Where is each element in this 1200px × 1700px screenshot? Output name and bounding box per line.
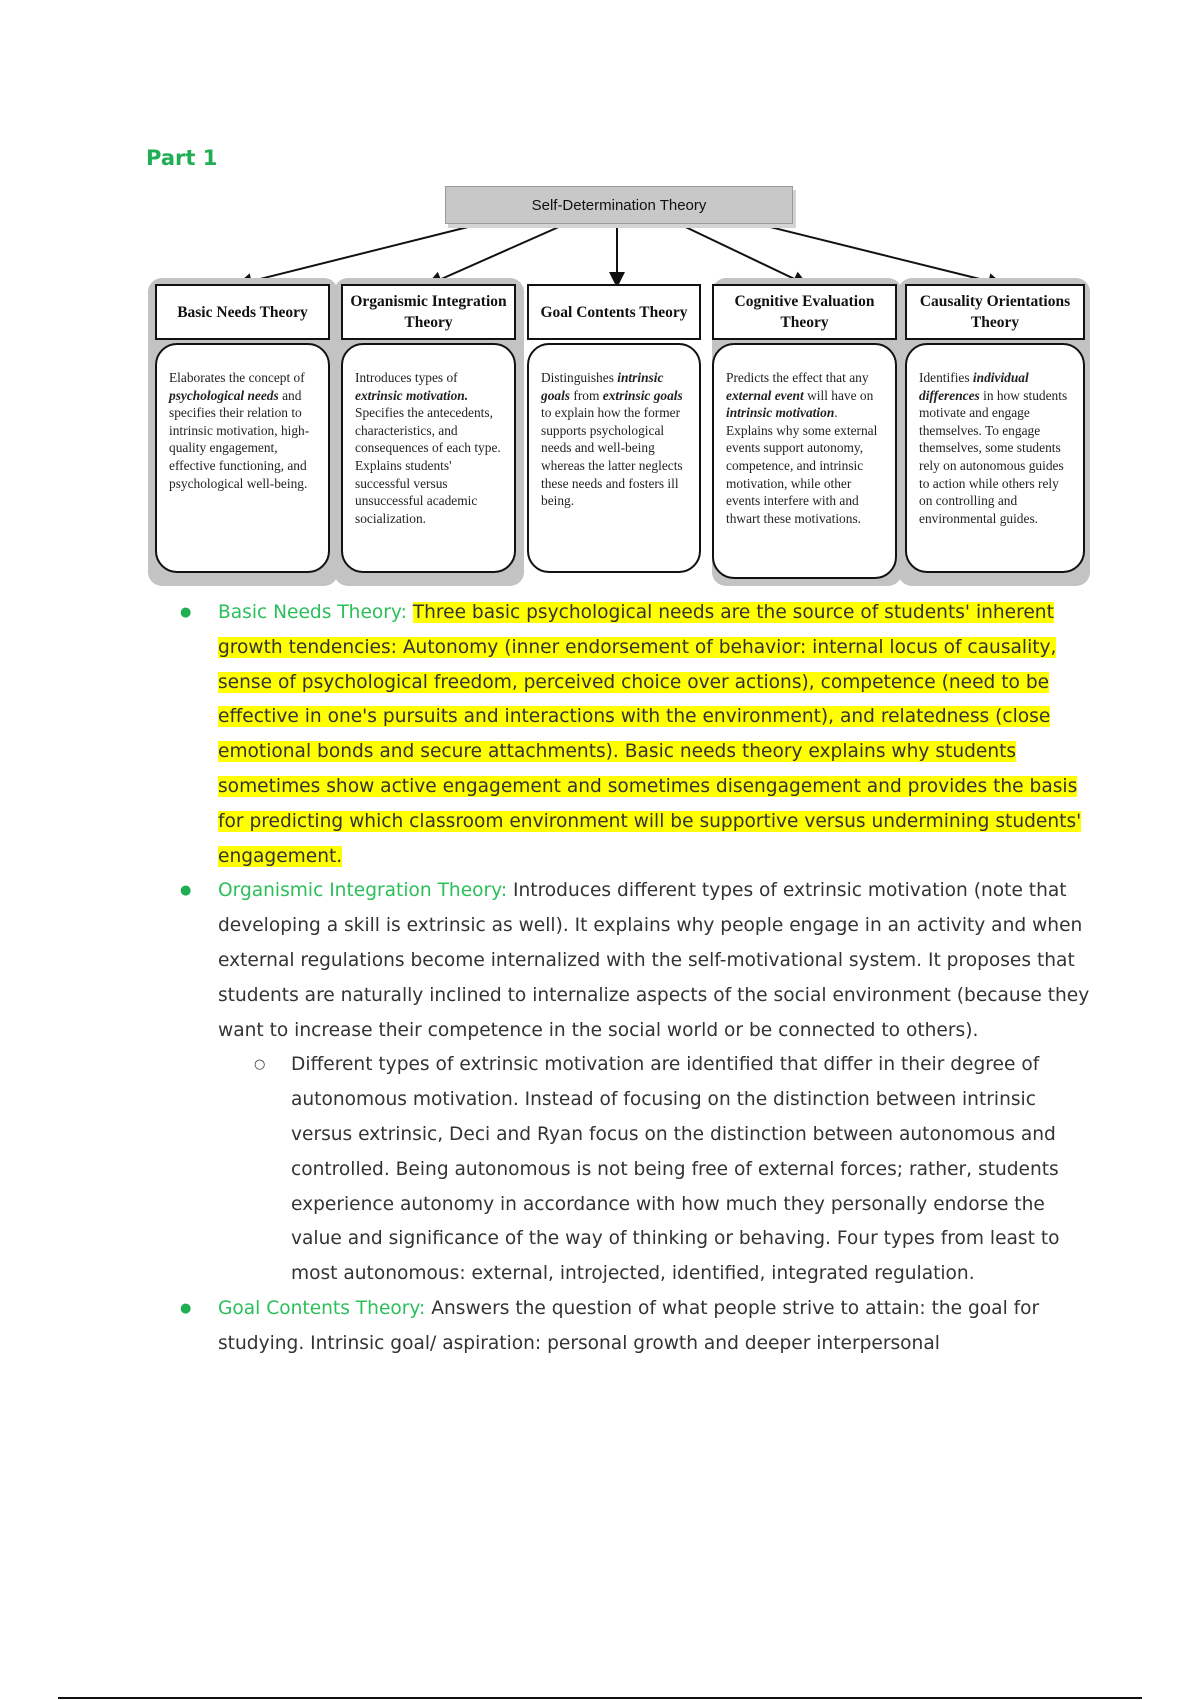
page-bottom-rule: [58, 1697, 1142, 1699]
theory-node-basic-needs: Basic Needs Theory: [155, 284, 330, 340]
theory-desc-causality-orientations: Identifies individual differences in how students motivate and engage themselves. To engage themselves, some students rely on autonomous guides to action while others rely on controlling and environmental guides.: [905, 343, 1085, 573]
bullet-term: Goal Contents Theory:: [218, 1297, 426, 1319]
notes-body: [180, 596, 1090, 1362]
theory-desc-basic-needs: Elaborates the concept of psychological needs and specifies their relation to intrinsic motivation, high-quality engagement, effective functioning, and psychological well-being.: [155, 343, 330, 573]
diagram-connectors: [0, 0, 1200, 300]
theory-desc-organismic-integration: Introduces types of extrinsic motivation. Specifies the antecedents, characteristics, and consequences of each type. Explains students' successful versus unsuccessful academic socialization.: [341, 343, 516, 573]
bullet-term: Basic Needs Theory:: [218, 602, 407, 623]
root-node: Self-Determination Theory: [445, 186, 793, 224]
theory-node-organismic-integration: Organismic Integration Theory: [341, 284, 516, 340]
bullet-organismic-integration: [180, 874, 1090, 1048]
sub-bullet-extrinsic-types: [180, 1048, 1090, 1292]
bullet-basic-needs: [180, 596, 1090, 874]
highlighted-text: Three basic psychological needs are the source of students' inherent growth tendencies: Autonomy (inner endorsement of behavior: internal locus of causality, sense of psychological freedom, perceived choice over actions), competence (need to be effective in one's pursuits and interactions with the environment), and relatedness (close emotional bonds and secure attachments). Basic needs theory explains why students sometimes show active engagement and sometimes disengagement and provides the basis for predicting which classroom environment will be supportive versus undermining students' engagement.: [218, 602, 1082, 867]
bullet-text: Introduces different types of extrinsic motivation (note that developing a skill is extrinsic as well). It explains why people engage in an activity and when external regulations become internalized with the self-motivational system. It proposes that students are naturally inclined to internalize aspects of the social environment (because they want to increase their competence in the social world or be connected to others).: [218, 880, 1090, 1041]
theory-node-causality-orientations: Causality Orientations Theory: [905, 284, 1085, 340]
bullet-term: Organismic Integration Theory:: [218, 880, 508, 902]
theory-node-cognitive-evaluation: Cognitive Evaluation Theory: [712, 284, 897, 340]
part-title: Part 1: [146, 146, 218, 170]
bullet-goal-contents: [180, 1292, 1090, 1362]
theory-desc-cognitive-evaluation: Predicts the effect that any external event will have on intrinsic motivation. Explains why some external events support autonomy, competence, and intrinsic motivation, while other events interfere with and thwart these motivations.: [712, 343, 897, 579]
bullet-text: Answers the question of what people strive to attain: the goal for studying. Intrinsic goal/ aspiration: personal growth and deeper interpersonal: [218, 1297, 1040, 1354]
sdt-diagram: [0, 0, 1200, 600]
theory-desc-goal-contents: Distinguishes intrinsic goals from extrinsic goals to explain how the former supports psychological needs and well-being whereas the latter neglects these needs and fosters ill being.: [527, 343, 701, 573]
theory-node-goal-contents: Goal Contents Theory: [527, 284, 701, 340]
sub-bullet-text: Different types of extrinsic motivation are identified that differ in their degree of autonomous motivation. Instead of focusing on the distinction between intrinsic versus extrinsic, Deci and Ryan focus on the distinction between autonomous and controlled. Being autonomous is not being free of external forces; rather, students experience autonomy in accordance with how much they personally endorse the value and significance of the way of thinking or behaving. Four types from least to most autonomous: external, introjected, identified, integrated regulation.: [291, 1054, 1060, 1285]
